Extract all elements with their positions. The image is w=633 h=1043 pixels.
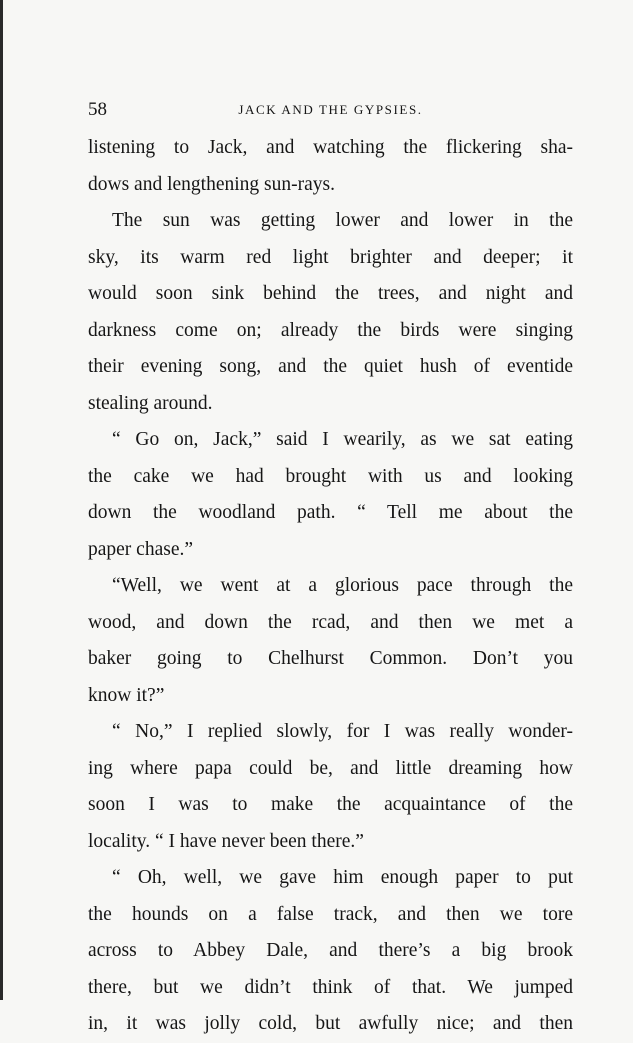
text-line: The sun was getting lower and lower in the — [112, 210, 573, 231]
text-line: sky, its warm red light brighter and deeper; it — [88, 246, 573, 268]
page-header — [88, 96, 573, 124]
text-line: their evening song, and the quiet hush of eventide — [88, 356, 573, 377]
text-line: “ Go on, Jack,” said I wearily, as we sat eating — [112, 429, 573, 450]
text-line: down the woodland path. “ Tell me about the — [88, 502, 573, 523]
text-line: across to Abbey Dale, and there’s a big brook — [88, 940, 573, 961]
running-head: JACK AND THE GYPSIES. — [238, 102, 423, 117]
text-line: baker going to Chelhurst Common. Don’t you — [88, 648, 573, 669]
text-line: there, but we didn’t think of that. We jumped — [88, 976, 573, 998]
text-line: “ Oh, well, we gave him enough paper to put — [112, 867, 573, 888]
text-line: darkness come on; already the birds were singing — [88, 319, 573, 341]
body-text — [88, 130, 573, 1043]
text-line: know it?” — [88, 684, 165, 706]
text-line: would soon sink behind the trees, and night and — [88, 283, 573, 304]
text-line: stealing around. — [88, 392, 213, 414]
text-line: dows and lengthening sun-rays. — [88, 173, 335, 195]
text-line: listening to Jack, and watching the flickering sha- — [88, 137, 573, 158]
text-line: the cake we had brought with us and looking — [88, 465, 573, 487]
text-line: paper chase.” — [88, 538, 194, 560]
page-number: 58 — [88, 99, 107, 120]
text-line: locality. “ I have never been there.” — [88, 830, 364, 852]
text-line: ing where papa could be, and little dreaming how — [88, 757, 573, 779]
text-line: “ No,” I replied slowly, for I was really wonder- — [112, 721, 573, 742]
text-line: the hounds on a false track, and then we tore — [88, 903, 573, 925]
text-line: “Well, we went at a glorious pace through the — [112, 575, 573, 596]
text-line: in, it was jolly cold, but awfully nice; and then — [88, 1013, 573, 1034]
page-edge — [0, 0, 3, 1000]
text-line: soon I was to make the acquaintance of the — [88, 794, 573, 815]
text-line: wood, and down the rcad, and then we met a — [88, 611, 573, 633]
